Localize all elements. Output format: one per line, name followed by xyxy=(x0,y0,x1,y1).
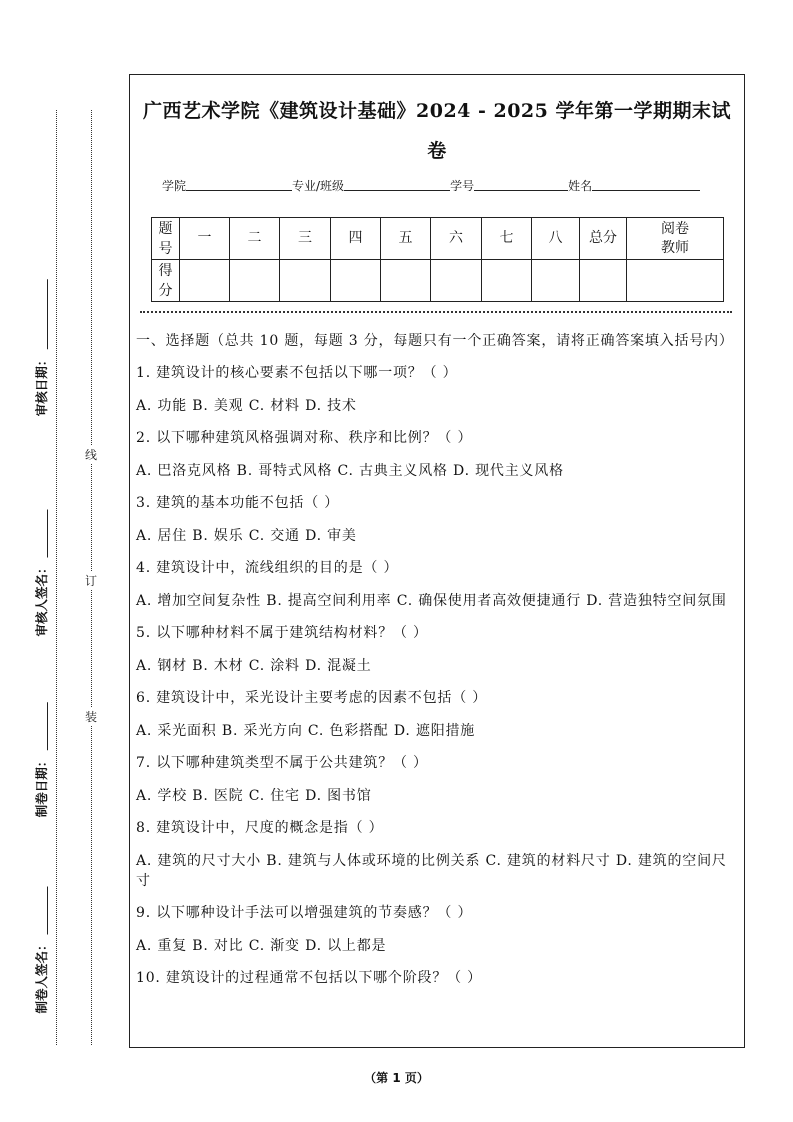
options-3: A. 居住 B. 娱乐 C. 交通 D. 审美 xyxy=(136,528,357,544)
student-id-label: 学号 xyxy=(450,179,475,193)
question-6: 6. 建筑设计中，采光设计主要考虑的因素不包括（ ） xyxy=(136,690,488,706)
score-col-2: 二 xyxy=(230,218,280,260)
preparer-sign-label: 制卷人签名： xyxy=(24,860,58,1040)
score-col-total: 总分 xyxy=(580,218,627,260)
section-title: 一、选择题（总共 10 题，每题 3 分，每题只有一个正确答案，请将正确答案填入括号内） xyxy=(136,333,734,349)
reviewer-sign-label: 审核人签名： xyxy=(24,470,58,675)
score-col-4: 四 xyxy=(331,218,381,260)
page-number: （第 1 页） xyxy=(364,1071,429,1085)
score-col-1: 一 xyxy=(180,218,230,260)
score-table-header-label: 题号 xyxy=(152,218,180,260)
major-label: 专业/班级 xyxy=(292,179,345,193)
question-9: 9. 以下哪种设计手法可以增强建筑的节奏感？（ ） xyxy=(136,905,473,921)
questions-section xyxy=(136,331,738,1001)
major-field[interactable] xyxy=(344,179,450,191)
score-row-label: 得分 xyxy=(152,260,180,302)
options-2: A. 巴洛克风格 B. 哥特式风格 C. 古典主义风格 D. 现代主义风格 xyxy=(136,463,564,479)
score-table xyxy=(151,217,724,302)
score-col-6: 六 xyxy=(431,218,482,260)
score-cell[interactable] xyxy=(482,260,532,302)
name-field[interactable] xyxy=(592,179,700,191)
college-label: 学院 xyxy=(162,179,187,193)
student-info-row xyxy=(162,177,700,194)
score-cell-total[interactable] xyxy=(580,260,627,302)
question-8: 8. 建筑设计中，尺度的概念是指（ ） xyxy=(136,820,384,836)
score-cell[interactable] xyxy=(381,260,431,302)
college-field[interactable] xyxy=(186,179,292,191)
question-1: 1. 建筑设计的核心要素不包括以下哪一项？（ ） xyxy=(136,365,458,381)
score-col-reviewer: 阅卷教师 xyxy=(627,218,724,260)
options-6: A. 采光面积 B. 采光方向 C. 色彩搭配 D. 遮阳措施 xyxy=(136,723,476,739)
binding-mark-ding: 订 xyxy=(84,574,97,588)
score-cell[interactable] xyxy=(280,260,331,302)
binding-mark-xian: 线 xyxy=(84,448,97,462)
options-5: A. 钢材 B. 木材 C. 涂料 D. 混凝土 xyxy=(136,658,372,674)
score-cell[interactable] xyxy=(532,260,580,302)
options-9: A. 重复 B. 对比 C. 渐变 D. 以上都是 xyxy=(136,938,387,954)
options-4: A. 增加空间复杂性 B. 提高空间利用率 C. 确保使用者高效便捷通行 D. 营造独特空间氛围 xyxy=(136,593,727,609)
score-col-5: 五 xyxy=(381,218,431,260)
question-4: 4. 建筑设计中，流线组织的目的是（ ） xyxy=(136,560,399,576)
question-5: 5. 以下哪种材料不属于建筑结构材料？（ ） xyxy=(136,625,428,641)
name-label: 姓名 xyxy=(568,179,593,193)
exam-title: 广西艺术学院《建筑设计基础》2024 - 2025 学年第一学期期末试 卷 xyxy=(143,100,731,162)
question-10: 10. 建筑设计的过程通常不包括以下哪个阶段？（ ） xyxy=(136,970,482,986)
signature-dotted-line xyxy=(56,110,57,1045)
score-cell[interactable] xyxy=(331,260,381,302)
options-1: A. 功能 B. 美观 C. 材料 D. 技术 xyxy=(136,398,357,414)
exam-frame xyxy=(129,74,745,1048)
score-col-7: 七 xyxy=(482,218,532,260)
binding-mark-zhuang: 装 xyxy=(84,710,97,724)
score-col-3: 三 xyxy=(280,218,331,260)
score-cell[interactable] xyxy=(180,260,230,302)
review-date-label: 审核日期： xyxy=(24,215,58,480)
student-id-field[interactable] xyxy=(474,179,568,191)
score-col-8: 八 xyxy=(532,218,580,260)
score-cell-reviewer[interactable] xyxy=(627,260,724,302)
question-3: 3. 建筑的基本功能不包括（ ） xyxy=(136,495,340,511)
options-8: A. 建筑的尺寸大小 B. 建筑与人体或环境的比例关系 C. 建筑的材料尺寸 D. 建筑的空间尺寸 xyxy=(136,853,727,889)
question-7: 7. 以下哪种建筑类型不属于公共建筑？（ ） xyxy=(136,755,428,771)
score-cell[interactable] xyxy=(431,260,482,302)
prepare-date-label: 制卷日期： xyxy=(24,680,58,840)
score-cell[interactable] xyxy=(230,260,280,302)
question-2: 2. 以下哪种建筑风格强调对称、秩序和比例？（ ） xyxy=(136,430,473,446)
header-separator xyxy=(140,311,732,313)
options-7: A. 学校 B. 医院 C. 住宅 D. 图书馆 xyxy=(136,788,372,804)
